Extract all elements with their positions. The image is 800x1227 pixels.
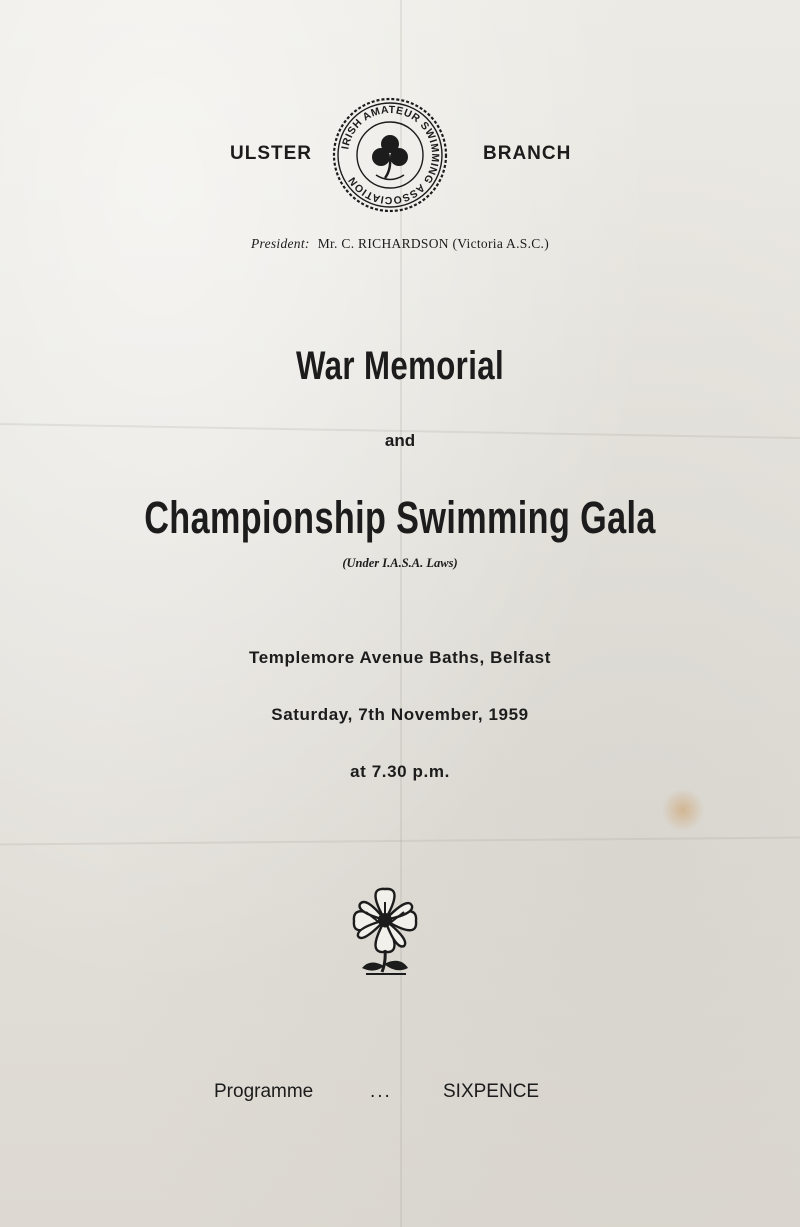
title-war-memorial: War Memorial: [295, 344, 505, 388]
title-championship-gala: Championship Swimming Gala: [144, 492, 656, 543]
paper-stain: [660, 790, 706, 830]
event-venue: Templemore Avenue Baths, Belfast: [249, 648, 551, 667]
event-date: Saturday, 7th November, 1959: [271, 705, 529, 724]
president-label: President:: [250, 236, 310, 251]
header-branch: BRANCH: [483, 143, 572, 164]
event-time: at 7.30 p.m.: [350, 762, 450, 781]
footer-price: SIXPENCE: [443, 1081, 540, 1102]
association-emblem: [331, 96, 449, 214]
footer-separator: ...: [370, 1081, 392, 1102]
emblem-ring-text: IRISH AMATEUR SWIMMING ASSOCIATION: [339, 103, 442, 207]
footer-programme-label: Programme: [214, 1081, 314, 1102]
header-ulster: ULSTER: [230, 143, 312, 164]
shamrock-icon: [372, 135, 408, 180]
title-and: and: [384, 431, 416, 450]
president-name: Mr. C. RICHARDSON (Victoria A.S.C.): [317, 236, 550, 251]
president-line: [0, 236, 800, 252]
flower-icon: [346, 882, 424, 978]
title-subtitle: (Under I.A.S.A. Laws): [342, 556, 458, 570]
